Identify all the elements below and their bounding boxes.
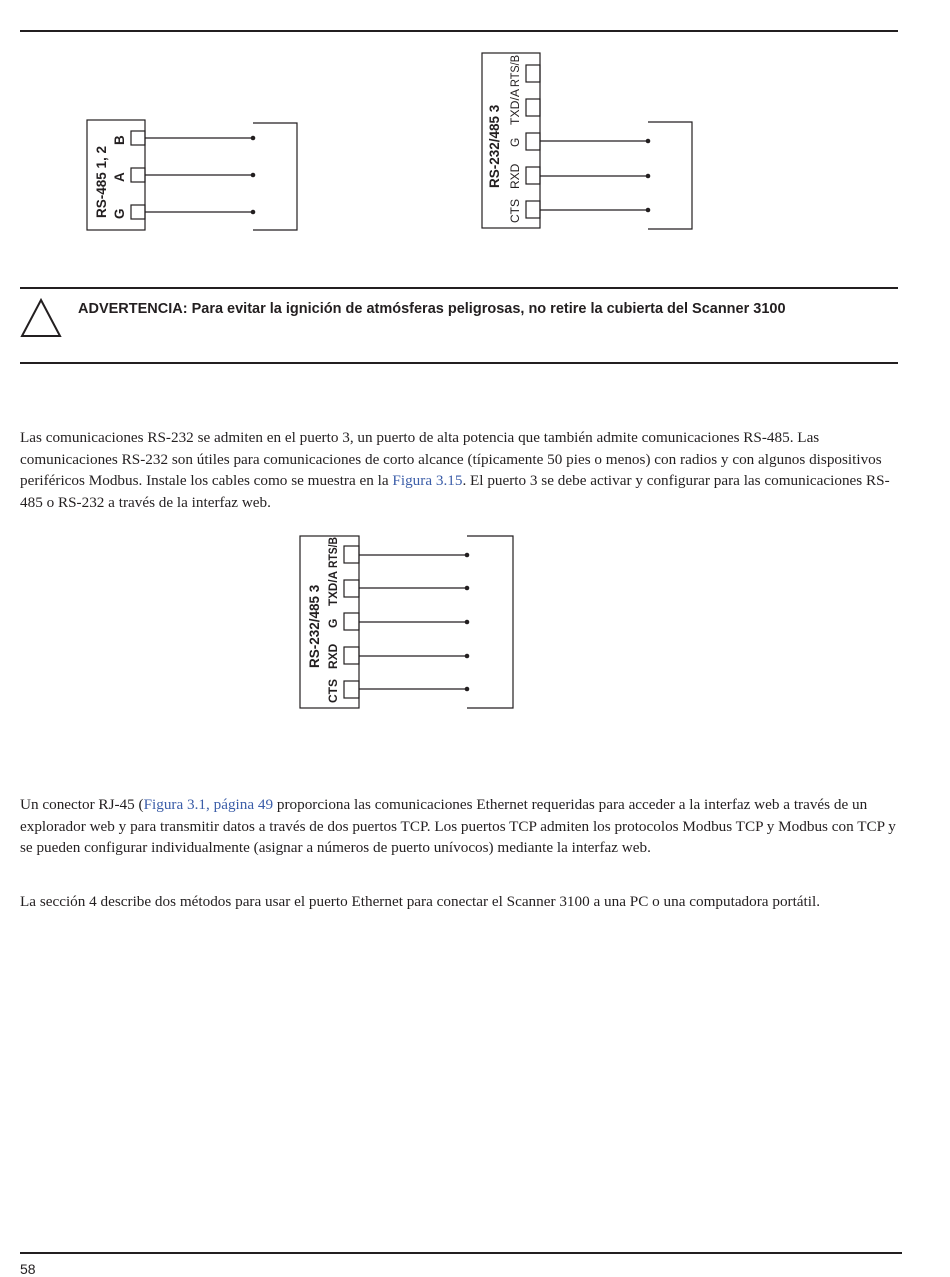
pin-rxd-socket-top [526,167,540,184]
pin-rtsb-socket-mid [344,546,359,563]
pin-g-socket [131,205,145,219]
warning-bottom-rule [20,362,898,364]
warning-text: ADVERTENCIA: Para evitar la ignición de atmósferas peligrosas, no retire la cubierta del Scanner 3100 [78,301,786,317]
pin-txda-socket-top [526,99,540,116]
device-bracket-middle [467,536,513,708]
wire-end-dot [251,173,256,178]
pin-label-g: G [112,208,127,219]
pin-label-a: A [112,172,127,182]
wire-end-dot [465,687,470,692]
pin-rtsb-socket-top [526,65,540,82]
pin-label-rtsb-top: RTS/B [510,53,522,87]
pin-txda-socket-mid [344,580,359,597]
paragraph-rs232-text-2: . El puerto 3 se debe activar y configurar para las comunicaciones RS-485 o RS-232 a través de la interfaz web. [20,472,890,511]
pin-cts-socket-top [526,201,540,218]
warning-top-rule [20,287,898,289]
pin-label-cts-top: CTS [508,199,522,223]
paragraph-rj45 [20,794,900,859]
wire-end-dot [465,553,470,558]
wire-end-dot [251,210,256,215]
pin-label-rtsb-mid: RTS/B [328,533,340,568]
paragraph-rj45-text-1: Un conector RJ-45 ( [20,796,144,813]
paragraph-rs232-text-1: Las comunicaciones RS-232 se admiten en el puerto 3, un puerto de alta potencia que también admite comunicaciones RS-485. Las comunicaciones RS-232 son útiles para comunicaciones de corto alcance (típicamente 50 pies o menos) con radios y con algunos dispositivos periféricos Modbus. Instale los cables como se muestra en la [20,429,882,490]
pin-g-socket-mid [344,613,359,630]
paragraph-rj45-text-2: proporciona las comunicaciones Ethernet requeridas para acceder a la interfaz web a través de un explorador web y para transmitir datos a través de dos puertos TCP. Los puertos TCP admiten los protocolos Modbus TCP y Modbus con TCP y se pueden configurar individualmente (asignar a números de puerto unívocos) mediante la interfaz web. [20,796,896,857]
wire-end-dot [646,208,651,213]
port-label-rs232-middle: RS-232/485 3 [307,584,322,668]
port-label-rs485: RS-485 1, 2 [94,145,109,218]
pin-label-g-mid: G [326,618,340,628]
wire-end-dot [465,654,470,659]
wire-end-dot [465,586,470,591]
pin-a-socket [131,168,145,182]
warning-triangle-icon [20,297,62,339]
page-number: 58 [20,1261,36,1277]
wire-end-dot [251,136,256,141]
pin-label-rxd-top: RXD [508,163,522,189]
paragraph-section-4: La sección 4 describe dos métodos para usar el puerto Ethernet para conectar el Scanner 3100 a una PC o una computadora portátil. [20,893,821,910]
pin-label-txda-top: TXD/A [510,91,522,125]
pin-cts-socket-mid [344,681,359,698]
pin-label-b: B [112,135,127,145]
port-label-rs232-top: RS-232/485 3 [487,104,502,188]
wire-end-dot [646,174,651,179]
pin-label-txda-mid: TXD/A [328,571,340,606]
pin-label-rxd-mid: RXD [326,643,340,669]
pin-g-socket-top [526,133,540,150]
figure-3-15-link[interactable]: Figura 3.15 [392,472,463,490]
footer-rule [20,1252,902,1254]
pin-label-cts-mid: CTS [326,679,340,703]
pin-b-socket [131,131,145,145]
figure-3-1-link[interactable]: Figura 3.1, página 49 [143,796,274,813]
device-bracket-left [253,123,297,230]
wire-end-dot [646,139,651,144]
pin-rxd-socket-mid [344,647,359,664]
pin-label-g-top: G [508,137,522,147]
device-bracket-right [648,122,692,229]
wire-end-dot [465,620,470,625]
paragraph-rs232 [20,427,900,513]
